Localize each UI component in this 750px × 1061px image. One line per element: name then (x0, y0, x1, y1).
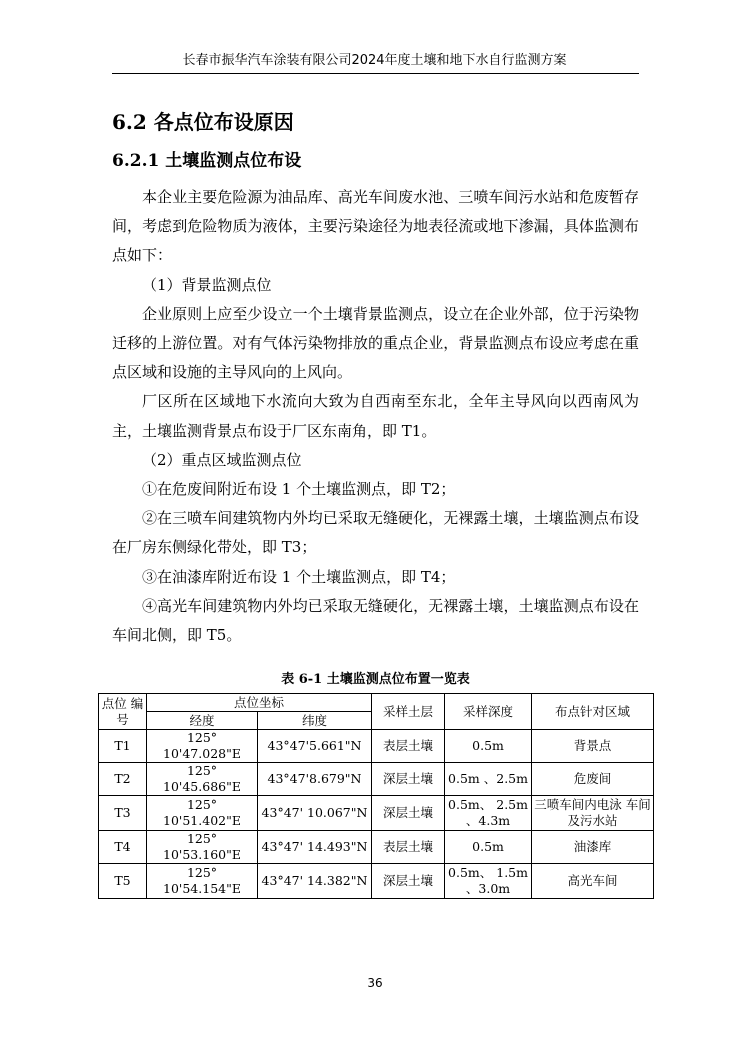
cell-lat: 43°47'5.661"N (258, 730, 372, 763)
cell-depth: 0.5m、 1.5m 、3.0m (445, 864, 532, 899)
cell-depth: 0.5m、 2.5m 、4.3m (445, 796, 532, 831)
cell-lon: 125° 10'45.686"E (147, 763, 258, 796)
cell-lat: 43°47' 14.382"N (258, 864, 372, 899)
running-header: 长春市振华汽车涂装有限公司2024年度土壤和地下水自行监测方案 (182, 53, 567, 68)
subsection-heading: 6.2.1 土壤监测点位布设 (112, 151, 302, 171)
cell-depth: 0.5m (445, 831, 532, 864)
cell-layer: 表层土壤 (372, 831, 445, 864)
cell-lon: 125° 10'51.402"E (147, 796, 258, 831)
monitoring-points-table (98, 693, 654, 899)
table-row (99, 730, 654, 763)
cell-lon: 125° 10'54.154"E (147, 864, 258, 899)
cell-lon: 125° 10'47.028"E (147, 730, 258, 763)
header-cell-layer: 采样土层 (372, 694, 445, 730)
table-caption: 表 6-1 土壤监测点位布置一览表 (281, 672, 470, 687)
cell-id: T5 (99, 864, 147, 899)
section-heading: 6.2 各点位布设原因 (112, 110, 294, 134)
cell-depth: 0.5m 、2.5m (445, 763, 532, 796)
paragraph: （1）背景监测点位 (142, 275, 272, 294)
paragraph: 本企业主要危险源为油品库、高光车间废水池、三喷车间污水站和危废暂存间，考虑到危险物质为液体，主要污染途径为地表径流或地下渗漏，具体监测布点如下： (112, 188, 639, 265)
table-row (99, 763, 654, 796)
cell-id: T4 (99, 831, 147, 864)
cell-area: 油漆库 (532, 831, 654, 864)
cell-id: T3 (99, 796, 147, 831)
header-rule (112, 73, 639, 74)
paragraph: ④高光车间建筑物内外均已采取无缝硬化，无裸露土壤，土壤监测点布设在车间北侧，即 T5。 (112, 596, 639, 645)
header-cell-depth: 采样深度 (445, 694, 532, 730)
paragraph: ①在危废间附近布设 1 个土壤监测点，即 T2； (142, 480, 456, 499)
page-number: 36 (367, 976, 383, 990)
cell-area: 背景点 (532, 730, 654, 763)
table-row (99, 831, 654, 864)
cell-layer: 深层土壤 (372, 796, 445, 831)
header-cell-lat: 纬度 (258, 712, 372, 730)
cell-depth: 0.5m (445, 730, 532, 763)
cell-lat: 43°47' 14.493"N (258, 831, 372, 864)
paragraph: （2）重点区域监测点位 (142, 450, 302, 469)
cell-area: 危废间 (532, 763, 654, 796)
header-cell-lon: 经度 (147, 712, 258, 730)
cell-layer: 深层土壤 (372, 763, 445, 796)
cell-id: T1 (99, 730, 147, 763)
body-text (112, 183, 639, 650)
paragraph: 厂区所在区域地下水流向大致为自西南至东北，全年主导风向以西南风为主，土壤监测背景点布设于厂区东南角，即 T1。 (112, 392, 639, 440)
cell-layer: 表层土壤 (372, 730, 445, 763)
cell-layer: 深层土壤 (372, 864, 445, 899)
header-cell-id: 点位 编号 (99, 694, 147, 730)
cell-lat: 43°47'8.679"N (258, 763, 372, 796)
paragraph: ③在油漆库附近布设 1 个土壤监测点，即 T4； (142, 567, 456, 586)
cell-lat: 43°47' 10.067"N (258, 796, 372, 831)
header-cell-coord: 点位坐标 (147, 694, 372, 712)
cell-area: 三喷车间内电泳 车间及污水站 (532, 796, 654, 831)
paragraph: 企业原则上应至少设立一个土壤背景监测点，设立在企业外部，位于污染物 迁移的上游位置。对有气体污染物排放的重点企业，背景监测点布设应考虑在重点区域和设施的主导风向的上风向。 (112, 304, 639, 382)
cell-lon: 125° 10'53.160"E (147, 831, 258, 864)
table-row (99, 796, 654, 831)
table-header-row (99, 694, 654, 712)
paragraph: ②在三喷车间建筑物内外均已采取无缝硬化，无裸露土壤，土壤监测点布设在厂房东侧绿化带处，即 T3； (112, 509, 639, 557)
cell-area: 高光车间 (532, 864, 654, 899)
cell-id: T2 (99, 763, 147, 796)
header-cell-area: 布点针对区域 (532, 694, 654, 730)
table-row (99, 864, 654, 899)
